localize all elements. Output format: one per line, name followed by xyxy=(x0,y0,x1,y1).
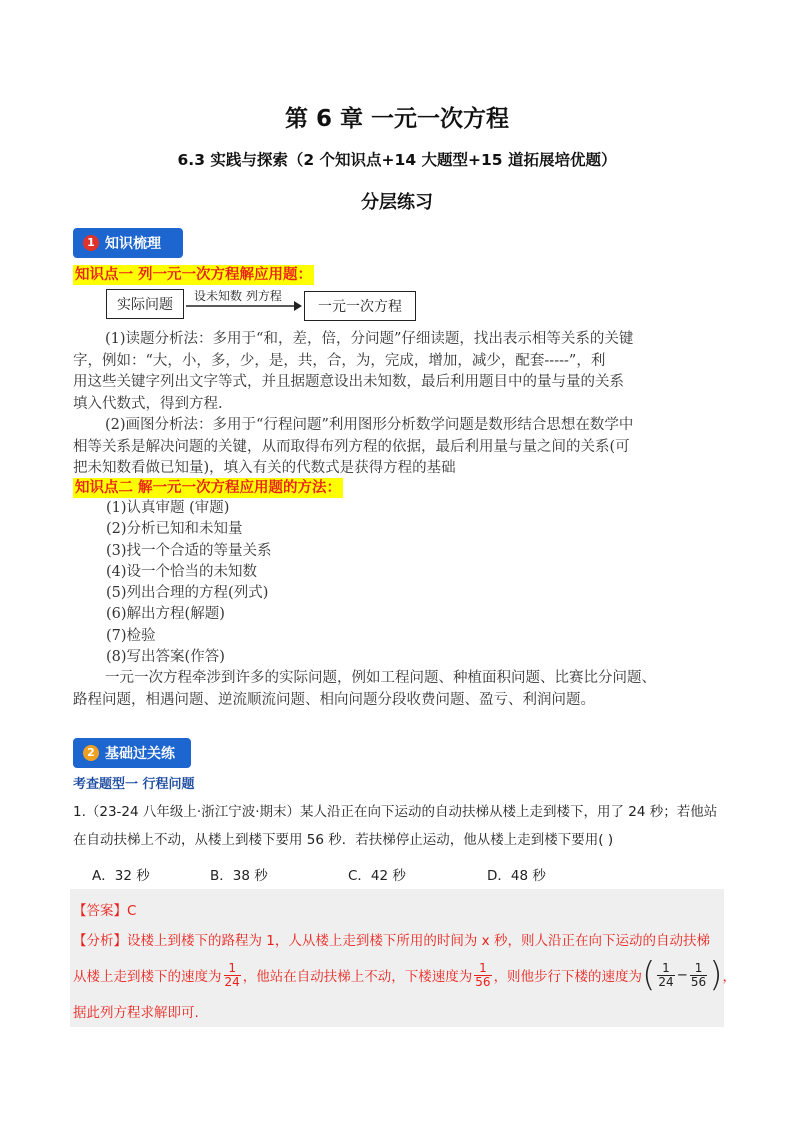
step-item: (2)分析已知和未知量 xyxy=(106,521,243,538)
step-item: (1)认真审题 (审题) xyxy=(106,500,230,516)
flow-box-linear-equation xyxy=(304,291,416,321)
fraction-1-56 xyxy=(690,962,707,989)
minus-sign: − xyxy=(676,967,688,983)
text-line: (2)画图分析法：多用于“行程问题”利用图形分析数学问题是数形结合思想在数学中 xyxy=(105,417,634,433)
question-type-heading: 考查题型一 行程问题 xyxy=(73,777,195,792)
flow-arrow-icon xyxy=(186,300,302,312)
number-badge: 1 xyxy=(83,235,99,251)
section-badge-label: 基础过关练 xyxy=(105,746,175,762)
flow-box-label: 一元一次方程 xyxy=(318,299,402,315)
step-item: (8)写出答案(作答) xyxy=(106,649,225,666)
analysis-text: ， xyxy=(722,969,736,985)
flow-box-actual-problem xyxy=(106,289,184,319)
section-subtitle: 6.3 实践与探索（2 个知识点+14 大题型+15 道拓展培优题） xyxy=(177,151,617,169)
analysis-text: ，则他步行下楼的速度为 xyxy=(493,969,643,985)
solution-steps-list xyxy=(106,498,272,668)
text-line: 相等关系是解决问题的关键，从而取得布列方程的依据，最后利用量与量之间的关系(可 xyxy=(73,438,630,455)
text-line: 把未知数看做已知量)，填入有关的代数式是获得方程的基础 xyxy=(73,460,456,476)
analysis-text: 从楼上走到楼下的速度为 xyxy=(73,969,222,985)
fraction-numerator: 1 xyxy=(694,960,703,975)
knowledge-point-2-heading: 知识点二 解一元一次方程应用题的方法： xyxy=(75,480,342,496)
fraction-denominator: 24 xyxy=(658,974,674,989)
right-paren: ) xyxy=(709,955,723,995)
parenthesized-expression xyxy=(642,955,723,995)
text-line: 字，例如：“大，小，多，少，是，共，合，为，完成，增加，减少，配套-----”，利 xyxy=(73,352,606,369)
layer-heading: 分层练习 xyxy=(361,192,433,213)
fraction-1-24 xyxy=(224,962,241,989)
fraction-numerator: 1 xyxy=(228,960,236,975)
section-badge-label: 知识梳理 xyxy=(105,236,161,252)
text-line: 填入代数式，得到方程. xyxy=(73,395,223,412)
step-item: (4)设一个恰当的未知数 xyxy=(106,563,258,580)
analysis-line-1: 【分析】设楼上到楼下的路程为 1，人从楼上走到楼下所用的时间为 x 秒，则人沿正在向下运动的自动扶梯 xyxy=(73,933,710,949)
drawing-analysis-paragraph xyxy=(73,415,723,480)
fraction-1-24 xyxy=(657,962,674,989)
analysis-text: ，他站在自动扶梯上不动，下楼速度为 xyxy=(242,969,473,985)
option-b: B．38 秒 xyxy=(210,868,268,884)
text-line: 用这些关键字列出文字等式，并且据题意设出未知数，最后利用题目中的量与量的关系 xyxy=(73,374,624,390)
step-item: (3)找一个合适的等量关系 xyxy=(106,542,272,559)
option-a: A．32 秒 xyxy=(92,868,150,884)
reading-analysis-paragraph xyxy=(73,329,723,415)
fraction-denominator: 56 xyxy=(690,974,707,989)
question-line: 1.（23-24 八年级上·浙江宁波·期末）某人沿正在向下运动的自动扶梯从楼上走到楼下，用了 24 秒；若他站 xyxy=(73,804,718,820)
step-item: (5)列出合理的方程(列式) xyxy=(106,585,269,602)
analysis-line-3: 据此列方程求解即可. xyxy=(73,1005,199,1021)
fraction-denominator: 24 xyxy=(224,974,240,989)
option-d: D．48 秒 xyxy=(487,868,546,884)
step-item: (7)检验 xyxy=(106,627,156,644)
question-line: 在自动扶梯上不动，从楼上到楼下要用 56 秒．若扶梯停止运动，他从楼上走到楼下要用( ) xyxy=(73,832,614,848)
knowledge-point-1-heading: 知识点一 列一元一次方程解应用题： xyxy=(75,267,313,283)
left-paren: ( xyxy=(642,955,656,995)
number-badge: 2 xyxy=(83,745,99,761)
answer-analysis-box xyxy=(70,889,736,1027)
fraction-numerator: 1 xyxy=(479,960,487,975)
text-line: 路程问题，相遇问题、逆流顺流问题、相向问题分段收费问题、盈亏、利润问题。 xyxy=(73,691,595,708)
section-badge-basic-practice xyxy=(73,738,191,768)
chapter-title: 第 6 章 一元一次方程 xyxy=(284,106,510,132)
text-line: 一元一次方程牵涉到许多的实际问题，例如工程问题、种植面积问题、比赛比分问题、 xyxy=(105,670,656,686)
flow-arrow-label: 设未知数 列方程 xyxy=(194,289,282,303)
fraction-1-56 xyxy=(474,962,491,989)
question-1 xyxy=(73,798,733,854)
text-line: (1)读题分析法：多用于“和，差，倍，分问题”仔细读题，找出表示相等关系的关键 xyxy=(105,331,634,347)
applications-paragraph xyxy=(73,668,723,711)
step-item: (6)解出方程(解题) xyxy=(106,606,225,623)
flow-box-label: 实际问题 xyxy=(117,297,173,313)
fraction-numerator: 1 xyxy=(662,960,670,975)
option-c: C．42 秒 xyxy=(348,868,406,884)
fraction-denominator: 56 xyxy=(475,974,491,989)
analysis-line-2 xyxy=(73,957,736,993)
answer-line: 【答案】C xyxy=(73,903,137,919)
section-badge-knowledge xyxy=(73,228,183,258)
